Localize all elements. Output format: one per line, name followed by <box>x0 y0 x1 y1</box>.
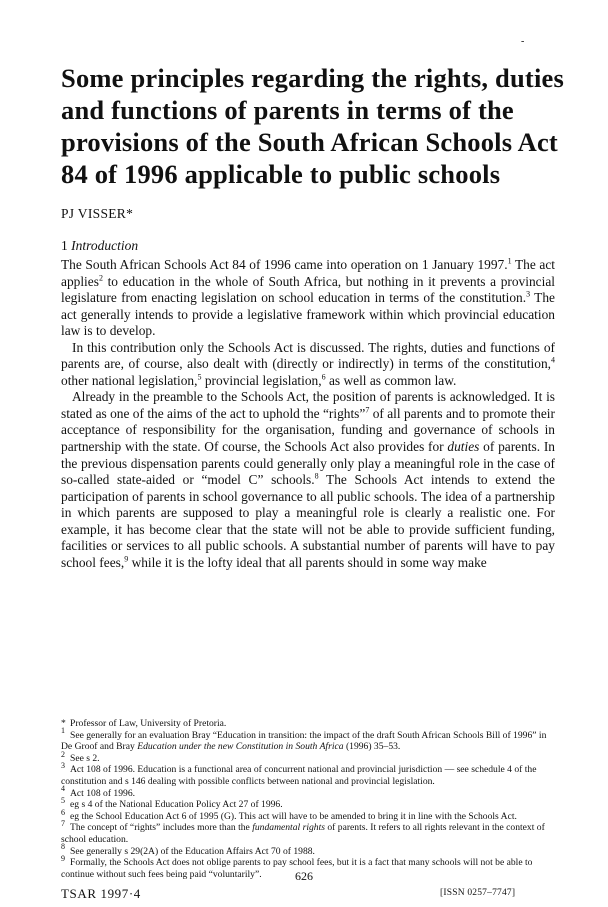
footnote-emphasis: Education under the new Constitution in South Africa <box>137 741 344 753</box>
article-title: Some principles regarding the rights, duties and functions of parents in terms of the provisions of the South African Schools Act 84 of 1996 applicable to public schools <box>61 63 564 189</box>
footnote-emphasis: fundamental rights <box>252 822 325 834</box>
paragraph-1 <box>61 257 555 340</box>
footnote-2: $^2$ See s 2. <box>61 749 100 764</box>
footnote-ref: 1 <box>507 256 512 266</box>
text-run: as well as common law. <box>325 372 457 388</box>
footnote-9: $^9$ Formally, the Schools Act does not oblige parents to pay school fees, but it is a fact that many schools will not be able to continue without such fees being paid “voluntarily”. <box>61 853 533 880</box>
footnote-ref: 7 <box>365 405 370 415</box>
footnote-ref: 2 <box>98 273 103 283</box>
text-run: of parents. In the previous dispensation parents could generally only play a meaningful role in the case of so-called state-aided or “model C” schools. <box>61 439 555 488</box>
text-run: The act generally intends to provide a legislative framework within which provincial education law is to develop. <box>61 290 555 339</box>
footnote-text: (1996) 35–53. <box>343 741 401 753</box>
footnote-5: $^5$ eg s 4 of the National Education Policy Act 27 of 1996. <box>61 795 283 811</box>
text-run: Already in the preamble to the Schools Act, the position of parents is acknowledged. It is stated as one of the aims of the act to uphold the “rights” <box>61 389 555 421</box>
page-number: 626 <box>295 869 313 883</box>
footnote-text: See generally s 29(2A) of the Education Affairs Act 70 of 1988. <box>70 845 315 857</box>
text-run: provincial legislation, <box>201 372 322 388</box>
footnote-3: $^3$ Act 108 of 1996. Education is a functional area of concurrent national and provincial jurisdiction — see schedule 4 of the constitution and s 146 dealing with possible conflicts between national and provincial legislation. <box>61 761 537 787</box>
footnote-text: Act 108 of 1996. Education is a functional area of concurrent national and provincial jurisdiction — see schedule 4 of the constitution and s 146 dealing with possible conflicts between national and provincial legislation. <box>61 764 537 787</box>
footnote-ref: 8 <box>314 471 319 481</box>
author-line: PJ VISSER* <box>61 206 134 221</box>
text-run: while it is the lofty ideal that all parents should in some way make <box>128 554 487 570</box>
issn-label: [ISSN 0257–7747] <box>440 888 516 898</box>
footnote-4: $^4$ Act 108 of 1996. <box>61 784 136 799</box>
article-body <box>61 257 555 571</box>
text-run: other national legislation, <box>61 372 198 388</box>
section-number: 1 <box>61 238 68 253</box>
footnote-ref: 4 <box>551 355 555 365</box>
footnote-text: of parents. It refers to all rights relevant in the context of school education. <box>61 822 545 845</box>
footnote-ref: 3 <box>526 289 531 299</box>
text-run: The act applies <box>61 257 555 289</box>
footnote-ref: 9 <box>124 554 129 564</box>
footnote-text: See s 2. <box>70 752 100 764</box>
footnote-6: $^6$ eg the School Education Act 6 of 1995 (G). This act will have to be amended to bring it in line with the Schools Act. <box>61 807 517 822</box>
footnote-text: eg s 4 of the National Education Policy Act 27 of 1996. <box>70 799 283 811</box>
text-run: The South African Schools Act 84 of 1996 came into operation on 1 January 1997. <box>61 257 508 272</box>
text-run: to education in the whole of South Africa, but nothing in it prevents a provincial legislature from enacting legislation on school education in terms of the constitution. <box>61 273 555 306</box>
paragraph-2 <box>61 340 555 390</box>
emphasis: duties <box>447 439 480 455</box>
footnotes <box>61 718 555 880</box>
footnote-text: The concept of “rights” includes more than the <box>70 822 253 834</box>
journal-citation: TSAR 1997·4 <box>61 886 141 901</box>
footnote-text: Act 108 of 1996. <box>70 787 136 799</box>
corner-mark: - <box>521 36 525 47</box>
text-run: In this contribution only the Schools Act is discussed. The rights, duties and functions of parents are, of course, also dealt with (directly or indirectly) in terms of the constitution, <box>61 339 555 372</box>
footnote-text: Formally, the Schools Act does not oblige parents to pay school fees, but it is a fact that many schools will not be able to continue without such fees being paid “voluntarily”. <box>61 857 533 880</box>
text-run: The Schools Act intends to extend the participation of parents in school governance to all public schools. The idea of a partnership in which parents are supposed to play a meaningful role is clearly a realistic one. For example, it has become clear that the state will not be able to provide sufficient funding, facilities or services to all public schools. A substantial number of parents will have to pay school fees, <box>61 472 556 570</box>
footnote-text: See generally for an evaluation Bray “Education in transition: the impact of the draft South African Schools Bill of 1996” in De Groof and Bray <box>61 729 547 753</box>
footnote-1: $^1$ See generally for an evaluation Bray “Education in transition: the impact of the draft South African Schools Bill of 1996” in De Groof and Bray Education under the new Constitution in South Africa (1996) 35–53. <box>61 726 547 753</box>
footnote-star <box>61 718 555 730</box>
footnote-8: $^8$ See generally s 29(2A) of the Education Affairs Act 70 of 1988. <box>61 842 315 857</box>
footnote-7: $^7$ The concept of “rights” includes more than the fundamental rights of parents. It refers to all rights relevant in the context of school education. <box>61 819 545 845</box>
footnote-text: eg the School Education Act 6 of 1995 (G). This act will have to be amended to bring it in line with the Schools Act. <box>70 810 517 822</box>
paragraph-3 <box>61 389 555 571</box>
footnote-marker: * <box>61 718 66 729</box>
footnote-text: Professor of Law, University of Pretoria. <box>70 718 227 729</box>
footnote-ref: 5 <box>197 372 202 382</box>
footnote-ref: 6 <box>321 372 326 382</box>
section-title: Introduction <box>71 238 139 253</box>
section-heading <box>61 238 138 254</box>
text-run: of all parents and to promote their acceptance of responsibility for the organisation, funding and governance of schools in partnership with the state. Of course, the Schools Act also provides for <box>61 405 555 455</box>
